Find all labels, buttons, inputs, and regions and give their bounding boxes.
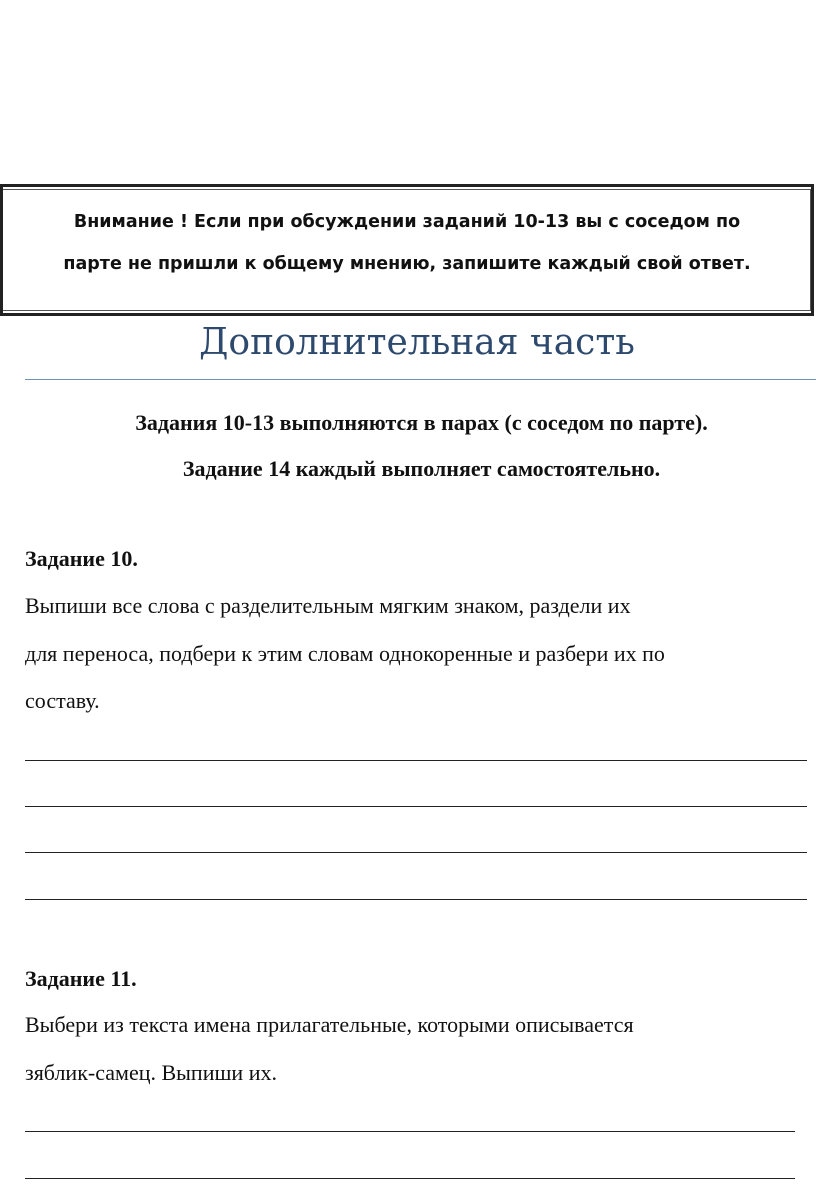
task-10-answer-line-3[interactable]	[25, 852, 807, 853]
task-10-text-line-1: Выпиши все слова с разделительным мягким знаком, раздели их	[25, 593, 631, 618]
task-10-text-line-2: для переноса, подбери к этим словам однокоренные и разбери их по	[25, 641, 665, 666]
notice-line-2: парте не пришли к общему мнению, запишите каждый свой ответ.	[63, 254, 751, 274]
task-11-title: Задание 11.	[25, 966, 137, 991]
task-10-text-line-3: составу.	[25, 688, 100, 713]
task-11-answer-line-1[interactable]	[25, 1131, 795, 1132]
task-10-answer-line-1[interactable]	[25, 760, 807, 761]
task-11-answer-line-2[interactable]	[25, 1178, 795, 1179]
intro-line-1: Задания 10-13 выполняются в парах (с соседом по парте).	[135, 410, 708, 435]
task-10-answer-line-4[interactable]	[25, 899, 807, 900]
notice-box	[0, 184, 814, 316]
section-title-rule	[25, 379, 816, 380]
task-10-answer-line-2[interactable]	[25, 806, 807, 807]
task-11-text-line-1: Выбери из текста имена прилагательные, которыми описывается	[25, 1012, 634, 1037]
notice-line-1: Внимание ! Если при обсуждении заданий 10-13 вы с соседом по	[73, 212, 741, 232]
section-title: Дополнительная часть	[199, 322, 635, 363]
intro-line-2: Задание 14 каждый выполняет самостоятельно.	[182, 456, 661, 481]
task-10-title: Задание 10.	[25, 546, 138, 571]
task-11-text-line-2: зяблик-самец. Выпиши их.	[25, 1060, 277, 1085]
